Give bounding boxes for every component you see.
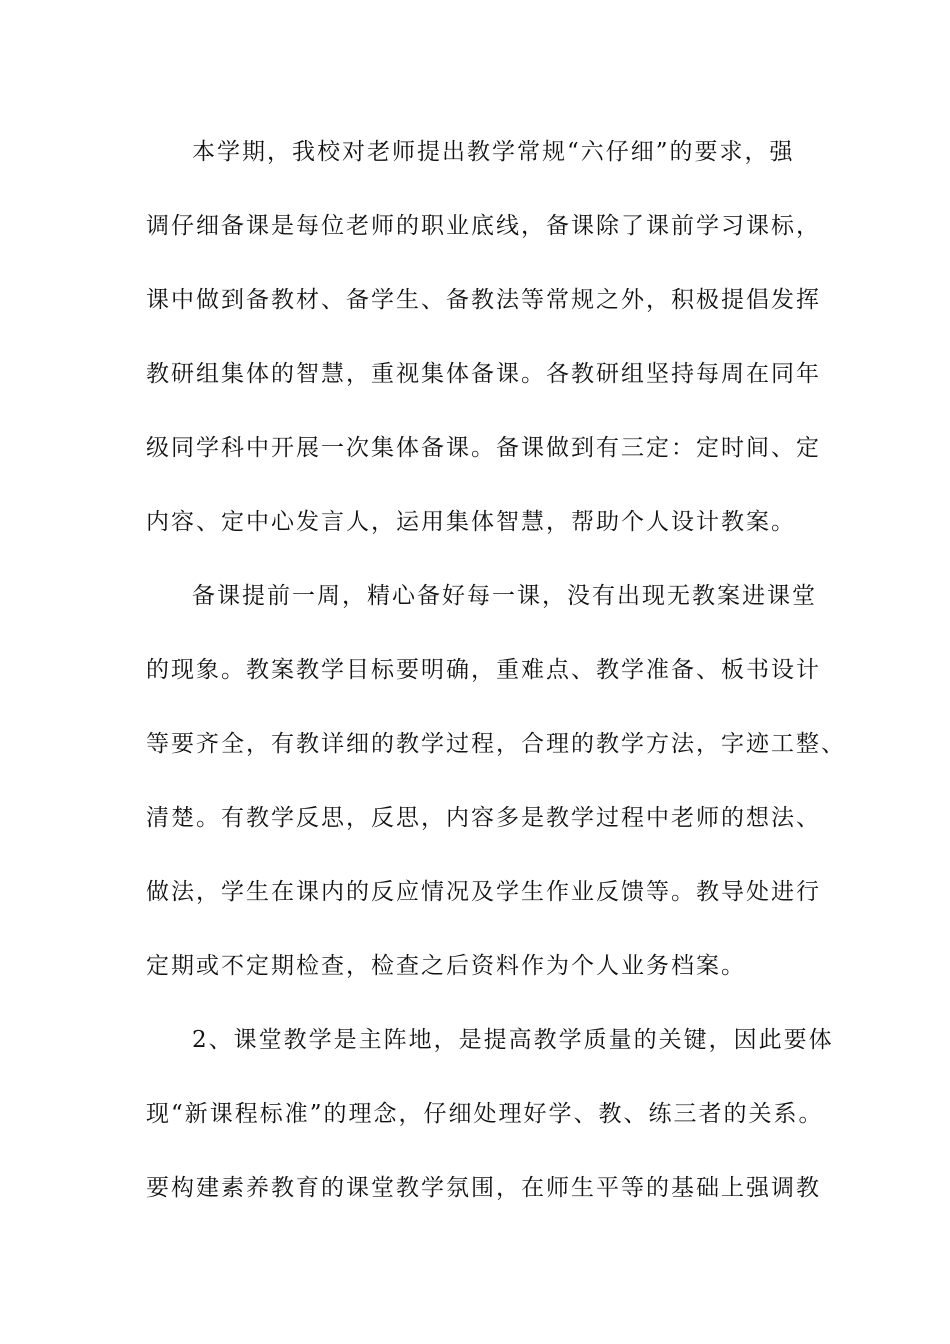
paragraph-1-line-6: 内容、定中心发言人，运用集体智慧，帮助个人设计教案。 bbox=[146, 509, 796, 535]
paragraph-3-line-3: 要构建素养教育的课堂教学氛围，在师生平等的基础上强调教 bbox=[146, 1175, 821, 1201]
paragraph-3-line-2: 现“新课程标准”的理念，仔细处理好学、教、练三者的关系。 bbox=[146, 1101, 824, 1127]
paragraph-1-line-2: 调仔细备课是每位老师的职业底线，备课除了课前学习课标， bbox=[146, 213, 821, 239]
paragraph-2-line-2: 的现象。教案教学目标要明确，重难点、教学准备、板书设计 bbox=[146, 657, 821, 683]
paragraph-2-line-5: 做法，学生在课内的反应情况及学生作业反馈等。教导处进行 bbox=[146, 879, 821, 905]
paragraph-2-line-1: 备课提前一周，精心备好每一课，没有出现无教案进课堂 bbox=[192, 583, 817, 609]
paragraph-1-line-1: 本学期，我校对老师提出教学常规“六仔细”的要求，强 bbox=[192, 139, 795, 165]
paragraph-1-line-5: 级同学科中开展一次集体备课。备课做到有三定：定时间、定 bbox=[146, 435, 821, 461]
paragraph-2-line-3: 等要齐全，有教详细的教学过程，合理的教学方法，字迹工整、 bbox=[146, 731, 846, 757]
paragraph-1-line-3: 课中做到备教材、备学生、备教法等常规之外，积极提倡发挥 bbox=[146, 287, 821, 313]
paragraph-3-line-1: 2、课堂教学是主阵地，是提高教学质量的关键，因此要体 bbox=[192, 1027, 834, 1053]
paragraph-2-line-4: 清楚。有教学反思，反思，内容多是教学过程中老师的想法、 bbox=[146, 805, 821, 831]
paragraph-1-line-4: 教研组集体的智慧，重视集体备课。各教研组坚持每周在同年 bbox=[146, 361, 821, 387]
paragraph-2-line-6: 定期或不定期检查，检查之后资料作为个人业务档案。 bbox=[146, 953, 746, 979]
